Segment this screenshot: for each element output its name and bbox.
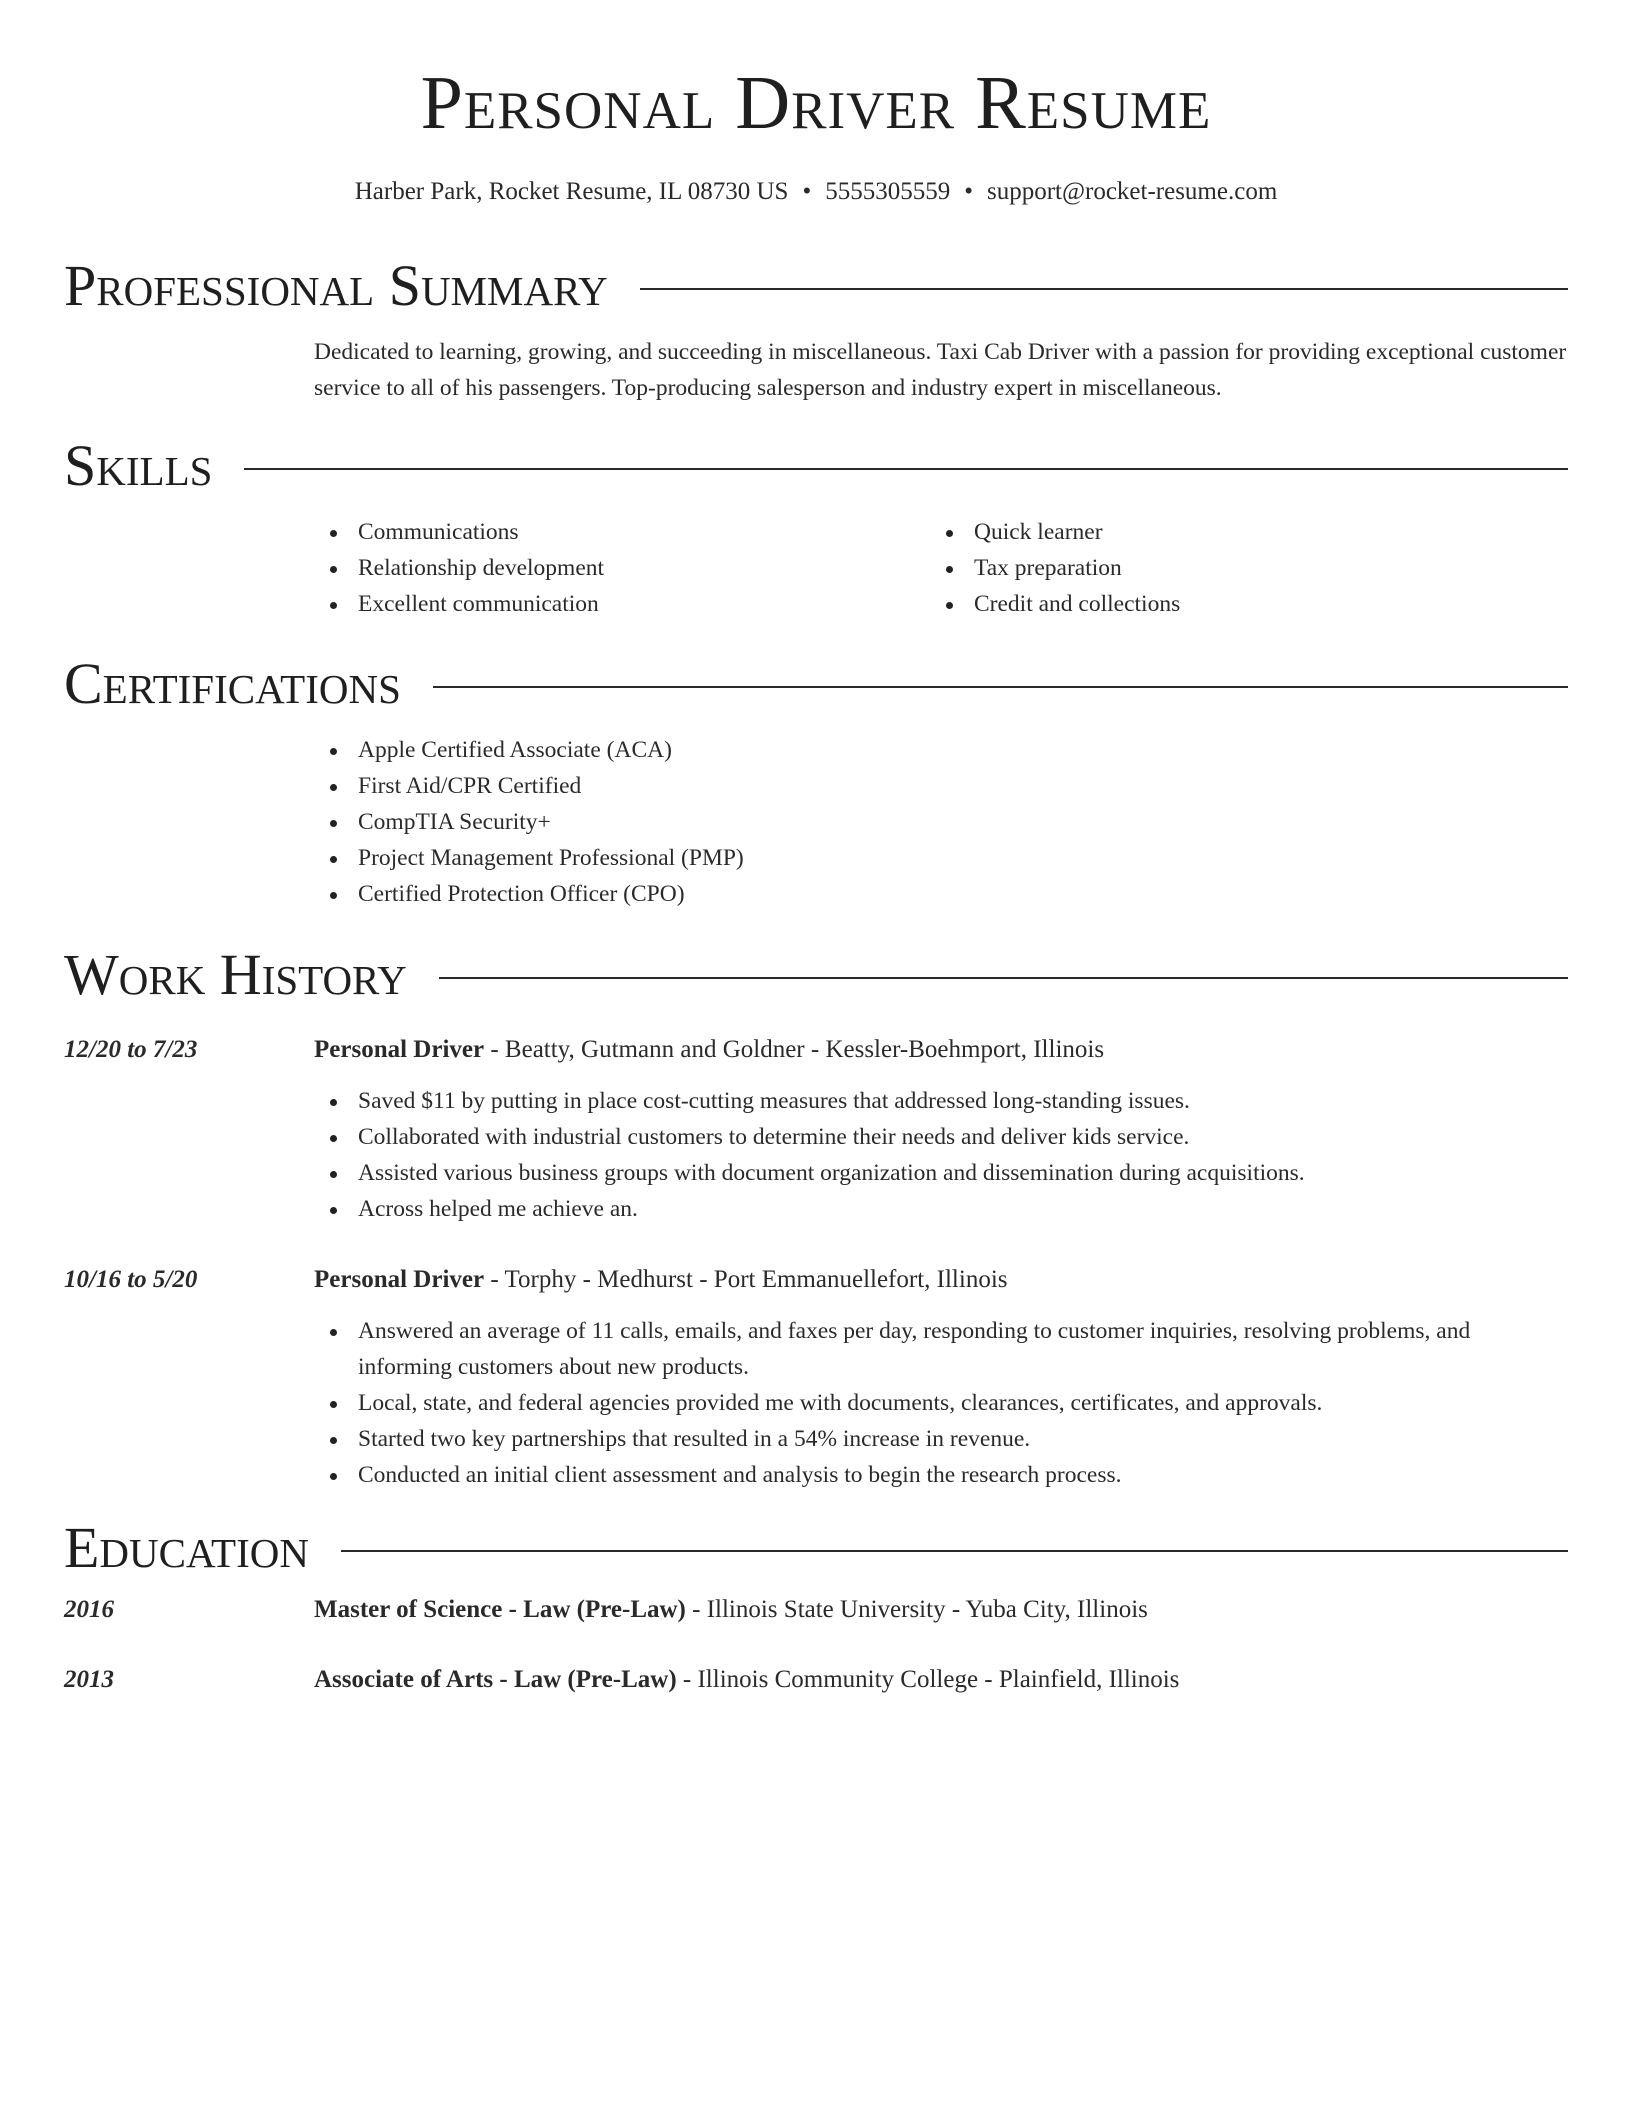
skill-item: Tax preparation	[930, 550, 1530, 586]
job-bullet: Saved $11 by putting in place cost-cutting measures that addressed long-standing issues.	[314, 1083, 1568, 1119]
skills-column-left	[314, 514, 914, 622]
skill-item: Communications	[314, 514, 914, 550]
certification-item: Apple Certified Associate (ACA)	[314, 732, 1568, 768]
job-bullets	[314, 1083, 1568, 1227]
certification-item: First Aid/CPR Certified	[314, 768, 1568, 804]
education-year: 2016	[64, 1596, 114, 1623]
job-details: - Beatty, Gutmann and Goldner - Kessler-Boehmport, Illinois	[484, 1036, 1105, 1063]
contact-separator: •	[964, 178, 973, 205]
certification-item: CompTIA Security+	[314, 804, 1568, 840]
education-title: Education	[64, 1515, 309, 1580]
skills-section-header	[64, 432, 1568, 500]
job-heading	[314, 1262, 1568, 1298]
education-year: 2013	[64, 1666, 114, 1693]
section-divider	[341, 1550, 1568, 1552]
job-bullet: Answered an average of 11 calls, emails, and faxes per day, responding to customer inquiries, resolving problems, and informing customers about new products.	[314, 1313, 1568, 1385]
section-divider	[439, 977, 1568, 979]
contact-address: Harber Park, Rocket Resume, IL 08730 US	[354, 178, 789, 205]
education-heading	[314, 1592, 1568, 1628]
summary-title: Professional Summary	[64, 253, 608, 318]
job-bullets	[314, 1313, 1568, 1493]
summary-text: Dedicated to learning, growing, and succeeding in miscellaneous. Taxi Cab Driver with a passion for providing exceptional customer service to all of his passengers. Top-producing salesperson and industry expert in miscellaneous.	[314, 339, 1567, 401]
work-section-header	[64, 941, 1568, 1009]
job-bullet: Across helped me achieve an.	[314, 1191, 1568, 1227]
resume-name: Personal Driver Resume	[420, 61, 1212, 145]
skill-item: Credit and collections	[930, 586, 1530, 622]
education-details: - Illinois Community College - Plainfield, Illinois	[676, 1666, 1180, 1693]
education-section-header	[64, 1514, 1568, 1582]
certification-item: Project Management Professional (PMP)	[314, 840, 1568, 876]
skill-item: Relationship development	[314, 550, 914, 586]
contact-email: support@rocket-resume.com	[986, 178, 1278, 205]
education-heading	[314, 1662, 1568, 1698]
certification-item: Certified Protection Officer (CPO)	[314, 876, 1568, 912]
job-dates: 10/16 to 5/20	[64, 1266, 198, 1293]
job-bullet: Started two key partnerships that resulted in a 54% increase in revenue.	[314, 1421, 1568, 1457]
job-dates: 12/20 to 7/23	[64, 1036, 198, 1063]
contact-phone: 5555305559	[825, 178, 951, 205]
job-heading	[314, 1032, 1568, 1068]
education-degree: Master of Science - Law (Pre-Law)	[314, 1596, 686, 1623]
contact-line	[0, 176, 1632, 208]
skill-item: Excellent communication	[314, 586, 914, 622]
section-divider	[640, 288, 1568, 290]
skills-column-right	[930, 514, 1530, 622]
section-divider	[433, 686, 1568, 688]
job-bullet: Conducted an initial client assessment and analysis to begin the research process.	[314, 1457, 1568, 1493]
job-bullet: Assisted various business groups with document organization and dissemination during acquisitions.	[314, 1155, 1568, 1191]
education-details: - Illinois State University - Yuba City, Illinois	[685, 1596, 1148, 1623]
summary-section-header	[64, 252, 1568, 320]
job-bullet: Local, state, and federal agencies provided me with documents, clearances, certificates, and approvals.	[314, 1385, 1568, 1421]
job-bullet: Collaborated with industrial customers to determine their needs and deliver kids service.	[314, 1119, 1568, 1155]
job-details: - Torphy - Medhurst - Port Emmanuellefort, Illinois	[484, 1266, 1008, 1293]
job-role: Personal Driver	[314, 1266, 485, 1293]
skill-item: Quick learner	[930, 514, 1530, 550]
certifications-title: Certifications	[64, 651, 401, 716]
contact-separator: •	[802, 178, 812, 205]
certifications-section-header	[64, 650, 1568, 718]
job-role: Personal Driver	[314, 1036, 485, 1063]
certifications-list	[314, 732, 1568, 912]
skills-title: Skills	[64, 433, 213, 498]
education-degree: Associate of Arts - Law (Pre-Law)	[314, 1666, 677, 1693]
section-divider	[244, 468, 1568, 470]
work-title: Work History	[64, 942, 407, 1007]
